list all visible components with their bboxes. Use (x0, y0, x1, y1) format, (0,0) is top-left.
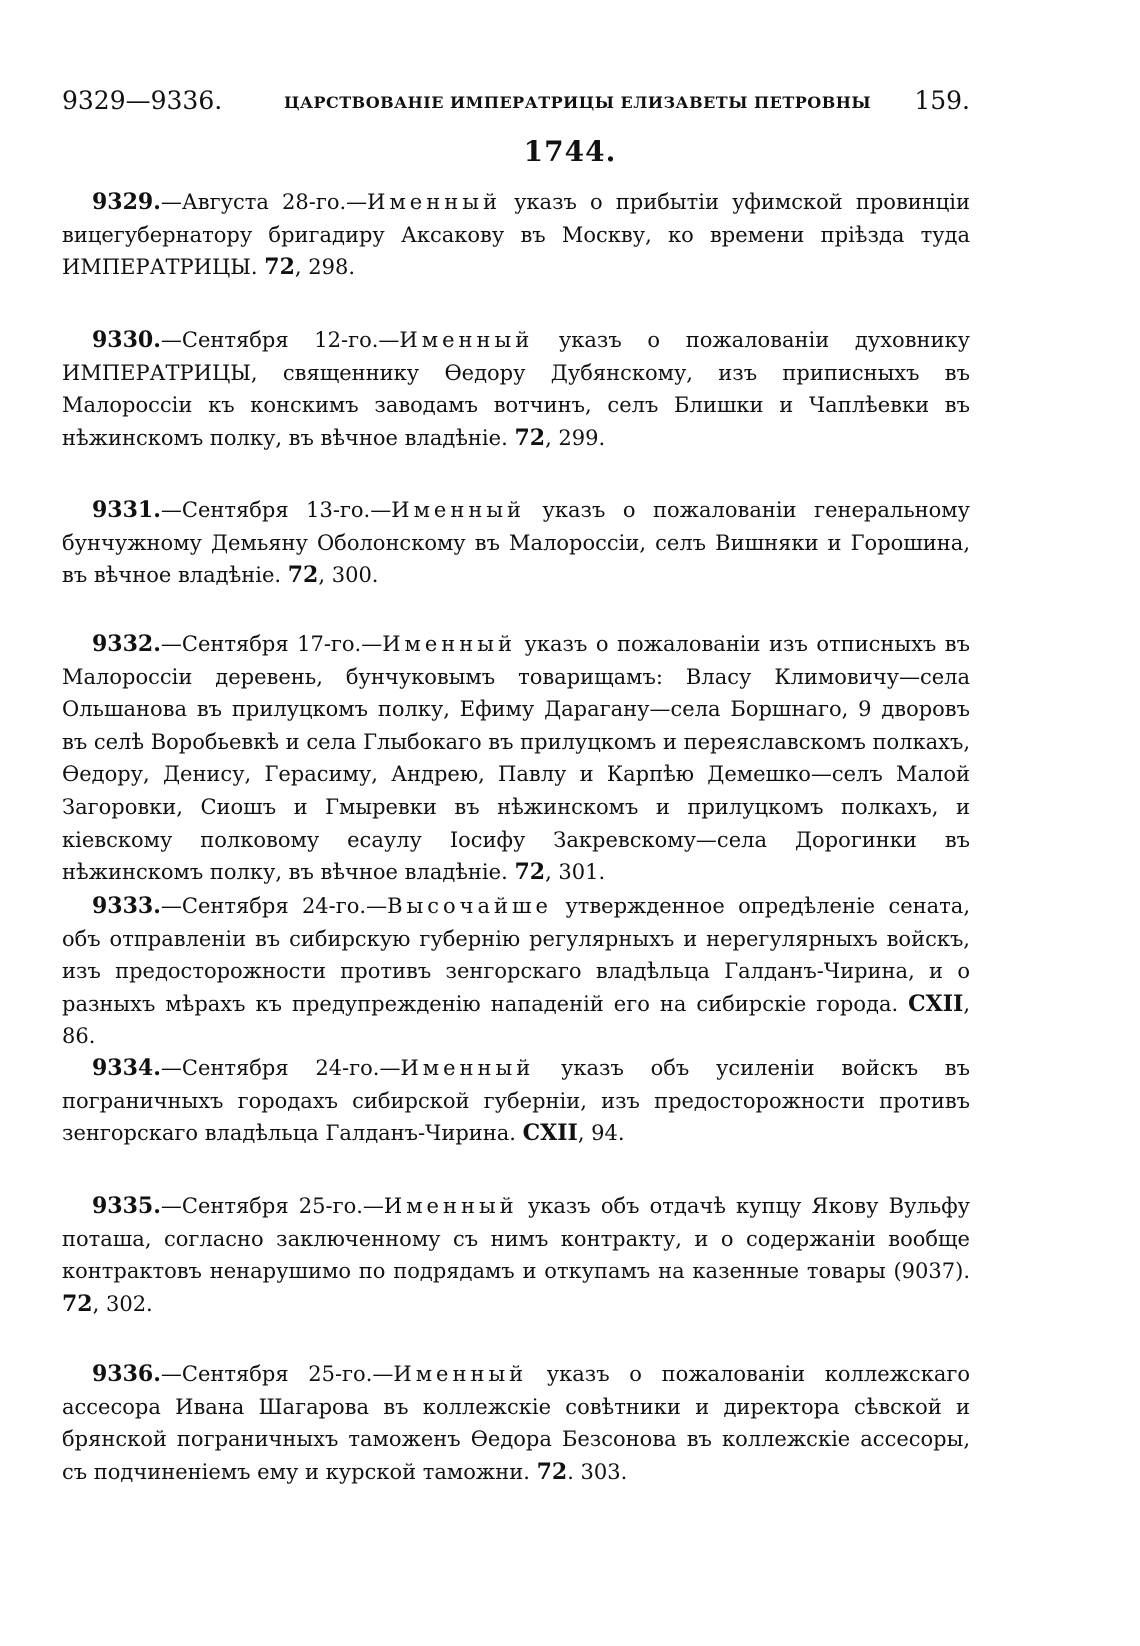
entry-text: утвержденное опредѣленіе сената, объ отправленіи въ сибирскую губернію регулярныхъ и нерегулярныхъ войскъ, изъ предосторожности противъ зенгорскаго владѣльца Галданъ-Чирина, и о разныхъ мѣрахъ къ предупрежденію нападеній его на сибирскіе города. (62, 894, 970, 1016)
entry-type: Высочайше (387, 894, 552, 918)
entry-number: 9335. (92, 1193, 161, 1219)
entry-text: указъ о пожалованіи духовнику ИМПЕРАТРИЦЫ, священнику Ѳедору Дубянскому, изъ приписныхъ въ Малороссіи къ конскимъ заводамъ вотчинъ, селъ Блишки и Чаплѣевки въ нѣжинскомъ полку, въ вѣчное владѣніе. (62, 328, 970, 450)
entry-ref-page: , 94. (577, 1121, 625, 1146)
entry-type: Именный (393, 1362, 528, 1386)
entry-type: Именный (383, 1194, 518, 1218)
entry-ref-page: , 301. (545, 860, 606, 885)
entry-number: 9336. (92, 1361, 161, 1387)
entry-9334 (62, 1052, 970, 1150)
entry-range: 9329—9336. (62, 86, 223, 115)
page-number: 159. (914, 86, 970, 115)
entry-date: —Августа 28-го.— (160, 190, 368, 214)
entry-9331 (62, 494, 970, 592)
entry-number: 9331. (92, 497, 161, 523)
entry-number: 9334. (92, 1055, 161, 1081)
entry-text: указъ объ отдачѣ купцу Якову Вульфу поташа, согласно заключенному съ нимъ контракту, и о содержаніи вообще контрактовъ ненарушимо по подрядамъ и откупамъ на казенные товары (9037). (62, 1194, 970, 1284)
entry-ref-page: . 303. (567, 1459, 628, 1484)
entry-type: Именный (400, 1056, 535, 1080)
entry-date: —Сентября 13-го.— (160, 498, 392, 522)
entry-type: Именный (399, 328, 534, 352)
entry-type: Именный (391, 498, 526, 522)
entry-ref-volume: 72 (62, 1290, 93, 1317)
entry-9332 (62, 628, 970, 889)
entry-9335 (62, 1190, 970, 1320)
entry-text: указъ о пожалованіи изъ отписныхъ въ Малороссіи деревень, бунчуковымъ товарищамъ: Власу Климовичу—села Ольшанова въ прилуцкомъ полку, Ефиму Дарагану—села Боршнаго, 9 дворовъ въ селѣ Воробьевкѣ и села Глыбокаго въ прилуцкомъ и переяславскомъ полкахъ, Ѳедору, Денису, Герасиму, Андрею, Павлу и Карпѣю Демешко—селъ Малой Загоровки, Сиошъ и Гмыревки въ нѣжинскомъ и прилуцкомъ полкахъ, и кіевскому полковому есаулу Іосифу Закревскому—села Дорогинки въ нѣжинскомъ полку, въ вѣчное владѣніе. (62, 632, 970, 885)
entry-ref-page: , 298. (294, 255, 356, 280)
entry-ref-page: , 86. (62, 991, 970, 1049)
entry-9336 (62, 1358, 970, 1488)
entry-ref-volume: 72 (514, 424, 546, 451)
entry-number: 9333. (92, 893, 161, 919)
entry-text: указъ о пожалованіи коллежскаго ассесора Ивана Шагарова въ коллежскіе совѣтники и директора сѣвской и брянской пограничныхъ таможенъ Ѳедора Безсонова въ коллежскіе ассесоры, съ подчиненіемъ ему и курской таможни. (62, 1362, 970, 1484)
entry-date: —Сентября 12-го.— (160, 328, 400, 352)
entry-date: —Сентября 17-го.— (160, 632, 383, 656)
entry-ref-volume: CXII (522, 1120, 578, 1147)
entry-text: указъ о пожалованіи генеральному бунчужному Демьяну Оболонскому въ Малороссіи, селъ Вишняки и Горошина, въ вѣчное владѣніе. (62, 498, 970, 588)
entry-type: Именный (382, 632, 517, 656)
entry-text: указъ о прибытіи уфимской провинціи вицегубернатору бригадиру Аксакову въ Москву, ко времени пріѣзда туда ИМПЕРАТРИЦЫ. (62, 190, 970, 280)
entry-date: —Сентября 25-го.— (160, 1362, 394, 1386)
entry-ref-volume: 72 (287, 562, 319, 589)
entry-9330 (62, 324, 970, 454)
entry-ref-page: , 302. (92, 1291, 153, 1316)
running-header (62, 84, 970, 120)
year-heading: 1744. (523, 135, 617, 168)
entry-9329 (62, 186, 970, 284)
entry-number: 9330. (92, 327, 161, 353)
entry-ref-volume: 72 (264, 254, 295, 281)
entry-date: —Сентября 24-го.— (160, 1056, 401, 1080)
entry-number: 9329. (92, 189, 161, 215)
entry-ref-volume: CXII (908, 990, 964, 1017)
entry-ref-volume: 72 (536, 1458, 568, 1485)
entry-text: указъ объ усиленіи войскъ въ пограничныхъ городахъ сибирской губерніи, изъ предосторожности противъ зенгорскаго владѣльца Галданъ-Чирина. (62, 1056, 970, 1146)
entry-date: —Сентября 25-го.— (160, 1194, 384, 1218)
entry-type: Именный (367, 190, 501, 214)
entry-number: 9332. (92, 631, 161, 657)
entry-ref-page: , 300. (318, 563, 379, 588)
entry-date: —Сентября 24-го.— (160, 894, 388, 918)
entry-ref-page: , 299. (545, 425, 606, 450)
reign-title: ЦАРСТВОВАНІЕ ИМПЕРАТРИЦЫ ЕЛИЗАВЕТЫ ПЕТРОВНЫ (284, 93, 872, 112)
entry-9333 (62, 890, 970, 1053)
entry-ref-volume: 72 (514, 859, 546, 886)
